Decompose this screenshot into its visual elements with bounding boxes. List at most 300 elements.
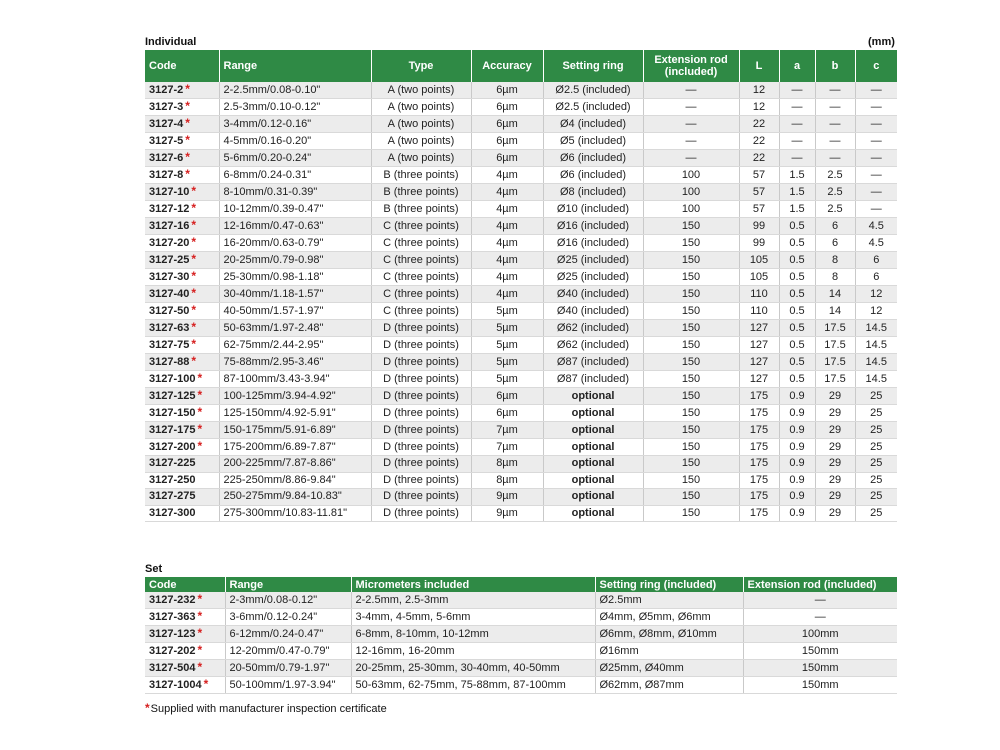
code-value: 3127-202 <box>149 645 196 657</box>
extension-rod-cell: — <box>743 592 897 609</box>
type-cell: D (three points) <box>371 320 471 337</box>
b-cell: 6 <box>815 218 855 235</box>
c-cell: — <box>855 201 897 218</box>
extension-rod-cell: 150mm <box>743 660 897 677</box>
table-row <box>145 201 897 218</box>
extension-rod-cell: 150 <box>643 489 739 506</box>
a-cell: 1.5 <box>779 167 815 184</box>
range-cell: 250-275mm/9.84-10.83" <box>219 489 371 506</box>
L-cell: 175 <box>739 505 779 522</box>
setting-ring-cell: Ø25 (included) <box>543 269 643 286</box>
code-cell <box>145 269 219 286</box>
table-row <box>145 626 897 643</box>
c-cell: 4.5 <box>855 218 897 235</box>
table-row <box>145 167 897 184</box>
b-cell: 2.5 <box>815 201 855 218</box>
a-cell: — <box>779 82 815 99</box>
code-value: 3127-75 <box>149 339 190 351</box>
L-cell: 110 <box>739 303 779 320</box>
a-cell: 0.9 <box>779 472 815 489</box>
accuracy-cell: 4µm <box>471 218 543 235</box>
table-row <box>145 218 897 235</box>
b-cell: 8 <box>815 269 855 286</box>
code-cell <box>145 592 225 609</box>
table-row <box>145 133 897 150</box>
setting-ring-cell: Ø62 (included) <box>543 337 643 354</box>
code-cell <box>145 422 219 439</box>
table-row <box>145 592 897 609</box>
b-cell: 29 <box>815 472 855 489</box>
code-value: 3127-30 <box>149 271 190 283</box>
type-cell: B (three points) <box>371 167 471 184</box>
code-value: 3127-50 <box>149 305 190 317</box>
b-cell: 17.5 <box>815 320 855 337</box>
extension-rod-cell: 150 <box>643 388 739 405</box>
code-value: 3127-300 <box>149 507 196 520</box>
extension-rod-cell: 150 <box>643 456 739 473</box>
setting-ring-cell: optional <box>543 489 643 506</box>
extension-rod-cell: 150 <box>643 320 739 337</box>
type-cell: A (two points) <box>371 116 471 133</box>
code-cell <box>145 405 219 422</box>
code-cell <box>145 354 219 371</box>
setting-ring-cell: Ø5 (included) <box>543 133 643 150</box>
accuracy-cell: 6µm <box>471 150 543 167</box>
c-cell: 14.5 <box>855 337 897 354</box>
col-header-setting-ring: Setting ring <box>543 50 643 82</box>
a-cell: 0.9 <box>779 388 815 405</box>
c-cell: 25 <box>855 405 897 422</box>
setting-ring-cell: Ø62 (included) <box>543 320 643 337</box>
accuracy-cell: 6µm <box>471 82 543 99</box>
certificate-star: * <box>185 82 190 96</box>
range-cell: 3-6mm/0.12-0.24" <box>225 609 351 626</box>
certificate-star: * <box>197 439 203 453</box>
setting-ring-cell: Ø40 (included) <box>543 286 643 303</box>
L-cell: 110 <box>739 286 779 303</box>
range-cell: 6-8mm/0.24-0.31" <box>219 167 371 184</box>
code-value: 3127-40 <box>149 288 190 300</box>
L-cell: 175 <box>739 422 779 439</box>
b-cell: 29 <box>815 456 855 473</box>
L-cell: 99 <box>739 235 779 252</box>
setting-ring-cell: Ø62mm, Ø87mm <box>595 677 743 694</box>
certificate-star: * <box>197 660 203 674</box>
table-row <box>145 354 897 371</box>
code-value: 3127-200 <box>149 441 196 453</box>
extension-rod-cell: 150 <box>643 235 739 252</box>
L-cell: 105 <box>739 269 779 286</box>
setting-ring-cell: Ø2.5mm <box>595 592 743 609</box>
type-cell: C (three points) <box>371 252 471 269</box>
accuracy-cell: 4µm <box>471 184 543 201</box>
c-cell: 25 <box>855 489 897 506</box>
set-table-body <box>145 592 897 694</box>
certificate-star: * <box>197 422 203 436</box>
b-cell: — <box>815 82 855 99</box>
extension-rod-cell: 100 <box>643 201 739 218</box>
accuracy-cell: 5µm <box>471 371 543 388</box>
accuracy-cell: 6µm <box>471 388 543 405</box>
extension-rod-cell: — <box>643 133 739 150</box>
c-cell: 25 <box>855 388 897 405</box>
code-value: 3127-100 <box>149 373 196 385</box>
b-cell: 17.5 <box>815 371 855 388</box>
extension-rod-cell: 100 <box>643 167 739 184</box>
range-cell: 150-175mm/5.91-6.89" <box>219 422 371 439</box>
code-cell <box>145 252 219 269</box>
certificate-star: * <box>185 167 190 181</box>
b-cell: 29 <box>815 439 855 456</box>
L-cell: 175 <box>739 388 779 405</box>
code-value: 3127-504 <box>149 662 196 674</box>
code-value: 3127-16 <box>149 220 190 232</box>
table-row <box>145 609 897 626</box>
a-cell: 0.9 <box>779 456 815 473</box>
code-value: 3127-3 <box>149 101 184 113</box>
range-cell: 50-63mm/1.97-2.48" <box>219 320 371 337</box>
certificate-star: * <box>197 405 203 419</box>
micrometers-cell: 3-4mm, 4-5mm, 5-6mm <box>351 609 595 626</box>
accuracy-cell: 7µm <box>471 439 543 456</box>
setting-ring-cell: Ø25 (included) <box>543 252 643 269</box>
setting-ring-cell: optional <box>543 456 643 473</box>
L-cell: 175 <box>739 456 779 473</box>
a-cell: 0.9 <box>779 439 815 456</box>
set-header-row <box>145 577 897 592</box>
code-value: 3127-150 <box>149 407 196 419</box>
code-cell <box>145 677 225 694</box>
code-value: 3127-4 <box>149 118 184 130</box>
type-cell: D (three points) <box>371 337 471 354</box>
range-cell: 20-25mm/0.79-0.98" <box>219 252 371 269</box>
L-cell: 22 <box>739 150 779 167</box>
table-row <box>145 82 897 99</box>
accuracy-cell: 6µm <box>471 133 543 150</box>
setting-ring-cell: Ø16 (included) <box>543 235 643 252</box>
range-cell: 40-50mm/1.57-1.97" <box>219 303 371 320</box>
certificate-star: * <box>185 116 190 130</box>
accuracy-cell: 4µm <box>471 252 543 269</box>
code-cell <box>145 489 219 506</box>
certificate-star: * <box>191 320 197 334</box>
c-cell: 25 <box>855 456 897 473</box>
range-cell: 6-12mm/0.24-0.47" <box>225 626 351 643</box>
a-cell: 0.9 <box>779 505 815 522</box>
extension-rod-cell: — <box>643 99 739 116</box>
type-cell: D (three points) <box>371 354 471 371</box>
certificate-star: * <box>191 235 197 249</box>
micrometers-cell: 12-16mm, 16-20mm <box>351 643 595 660</box>
code-value: 3127-123 <box>149 628 196 640</box>
b-cell: — <box>815 150 855 167</box>
code-value: 3127-10 <box>149 186 190 198</box>
a-cell: 0.5 <box>779 371 815 388</box>
range-cell: 20-50mm/0.79-1.97" <box>225 660 351 677</box>
table-row <box>145 439 897 456</box>
range-cell: 87-100mm/3.43-3.94" <box>219 371 371 388</box>
table-row <box>145 150 897 167</box>
code-cell <box>145 456 219 473</box>
certificate-star: * <box>191 354 197 368</box>
c-cell: — <box>855 82 897 99</box>
certificate-star: * <box>197 371 203 385</box>
range-cell: 25-30mm/0.98-1.18" <box>219 269 371 286</box>
certificate-star: * <box>191 184 197 198</box>
L-cell: 127 <box>739 337 779 354</box>
range-cell: 2-3mm/0.08-0.12" <box>225 592 351 609</box>
range-cell: 125-150mm/4.92-5.91" <box>219 405 371 422</box>
setting-ring-cell: Ø2.5 (included) <box>543 82 643 99</box>
accuracy-cell: 4µm <box>471 286 543 303</box>
type-cell: D (three points) <box>371 422 471 439</box>
accuracy-cell: 6µm <box>471 116 543 133</box>
c-cell: 25 <box>855 472 897 489</box>
accuracy-cell: 8µm <box>471 472 543 489</box>
certificate-star: * <box>191 269 197 283</box>
col-header-code: Code <box>145 50 219 82</box>
code-cell <box>145 472 219 489</box>
type-cell: A (two points) <box>371 150 471 167</box>
accuracy-cell: 5µm <box>471 303 543 320</box>
setting-ring-cell: Ø16 (included) <box>543 218 643 235</box>
range-cell: 2.5-3mm/0.10-0.12" <box>219 99 371 116</box>
range-cell: 225-250mm/8.86-9.84" <box>219 472 371 489</box>
setting-ring-cell: Ø2.5 (included) <box>543 99 643 116</box>
c-cell: 12 <box>855 303 897 320</box>
setting-ring-cell: Ø16mm <box>595 643 743 660</box>
extension-rod-cell: 150mm <box>743 677 897 694</box>
setting-ring-cell: Ø87 (included) <box>543 371 643 388</box>
a-cell: 0.9 <box>779 422 815 439</box>
b-cell: 29 <box>815 388 855 405</box>
certificate-star: * <box>191 303 197 317</box>
set-col-header-code: Code <box>145 577 225 592</box>
L-cell: 175 <box>739 439 779 456</box>
L-cell: 127 <box>739 371 779 388</box>
a-cell: 0.5 <box>779 286 815 303</box>
accuracy-cell: 4µm <box>471 235 543 252</box>
code-cell <box>145 235 219 252</box>
range-cell: 275-300mm/10.83-11.81" <box>219 505 371 522</box>
code-value: 3127-6 <box>149 152 184 164</box>
table-row <box>145 371 897 388</box>
code-cell <box>145 643 225 660</box>
certificate-star: * <box>191 218 197 232</box>
extension-rod-cell: 150 <box>643 218 739 235</box>
a-cell: 0.5 <box>779 252 815 269</box>
extension-rod-cell: 150 <box>643 252 739 269</box>
table-row <box>145 405 897 422</box>
accuracy-cell: 9µm <box>471 505 543 522</box>
c-cell: 6 <box>855 269 897 286</box>
code-cell <box>145 660 225 677</box>
range-cell: 100-125mm/3.94-4.92" <box>219 388 371 405</box>
c-cell: — <box>855 150 897 167</box>
code-value: 3127-175 <box>149 424 196 436</box>
extension-rod-cell: 150 <box>643 405 739 422</box>
a-cell: — <box>779 99 815 116</box>
range-cell: 30-40mm/1.18-1.57" <box>219 286 371 303</box>
range-cell: 12-20mm/0.47-0.79" <box>225 643 351 660</box>
range-cell: 3-4mm/0.12-0.16" <box>219 116 371 133</box>
b-cell: — <box>815 133 855 150</box>
extension-rod-cell: 150 <box>643 303 739 320</box>
range-cell: 175-200mm/6.89-7.87" <box>219 439 371 456</box>
type-cell: D (three points) <box>371 472 471 489</box>
extension-rod-cell: 150mm <box>743 643 897 660</box>
type-cell: D (three points) <box>371 505 471 522</box>
col-header-range: Range <box>219 50 371 82</box>
c-cell: 25 <box>855 439 897 456</box>
extension-rod-cell: 100mm <box>743 626 897 643</box>
a-cell: — <box>779 150 815 167</box>
range-cell: 50-100mm/1.97-3.94" <box>225 677 351 694</box>
code-value: 3127-12 <box>149 203 190 215</box>
L-cell: 175 <box>739 489 779 506</box>
micrometers-cell: 2-2.5mm, 2.5-3mm <box>351 592 595 609</box>
col-header-a: a <box>779 50 815 82</box>
range-cell: 16-20mm/0.63-0.79" <box>219 235 371 252</box>
code-cell <box>145 286 219 303</box>
setting-ring-cell: Ø87 (included) <box>543 354 643 371</box>
b-cell: 14 <box>815 303 855 320</box>
code-value: 3127-1004 <box>149 679 202 691</box>
code-cell <box>145 303 219 320</box>
table-row <box>145 235 897 252</box>
certificate-star: * <box>191 252 197 266</box>
code-value: 3127-275 <box>149 490 196 503</box>
col-header-accuracy: Accuracy <box>471 50 543 82</box>
c-cell: — <box>855 167 897 184</box>
code-cell <box>145 99 219 116</box>
b-cell: 29 <box>815 489 855 506</box>
accuracy-cell: 9µm <box>471 489 543 506</box>
type-cell: C (three points) <box>371 303 471 320</box>
range-cell: 4-5mm/0.16-0.20" <box>219 133 371 150</box>
b-cell: 29 <box>815 505 855 522</box>
accuracy-cell: 6µm <box>471 405 543 422</box>
type-cell: D (three points) <box>371 456 471 473</box>
extension-rod-cell: — <box>743 609 897 626</box>
L-cell: 12 <box>739 82 779 99</box>
individual-section-title: Individual <box>145 36 197 48</box>
extension-rod-cell: 150 <box>643 371 739 388</box>
footnote-text: Supplied with manufacturer inspection certificate <box>150 703 387 715</box>
code-cell <box>145 388 219 405</box>
table-row <box>145 116 897 133</box>
setting-ring-cell: Ø8 (included) <box>543 184 643 201</box>
b-cell: 6 <box>815 235 855 252</box>
table-row <box>145 184 897 201</box>
code-value: 3127-250 <box>149 473 196 486</box>
c-cell: 6 <box>855 252 897 269</box>
extension-rod-cell: 100 <box>643 184 739 201</box>
code-cell <box>145 337 219 354</box>
setting-ring-cell: Ø4 (included) <box>543 116 643 133</box>
accuracy-cell: 7µm <box>471 422 543 439</box>
setting-ring-cell: optional <box>543 422 643 439</box>
extension-rod-cell: — <box>643 150 739 167</box>
set-col-header-micrometers: Micrometers included <box>351 577 595 592</box>
accuracy-cell: 4µm <box>471 201 543 218</box>
setting-ring-cell: optional <box>543 405 643 422</box>
table-row <box>145 337 897 354</box>
accuracy-cell: 5µm <box>471 337 543 354</box>
b-cell: 14 <box>815 286 855 303</box>
setting-ring-cell: Ø40 (included) <box>543 303 643 320</box>
accuracy-cell: 4µm <box>471 167 543 184</box>
table-row <box>145 489 897 506</box>
code-cell <box>145 82 219 99</box>
micrometers-cell: 6-8mm, 8-10mm, 10-12mm <box>351 626 595 643</box>
code-value: 3127-363 <box>149 611 196 623</box>
code-cell <box>145 320 219 337</box>
certificate-star: * <box>185 150 190 164</box>
c-cell: 25 <box>855 505 897 522</box>
table-row <box>145 286 897 303</box>
code-value: 3127-63 <box>149 322 190 334</box>
col-header-type: Type <box>371 50 471 82</box>
unit-label: (mm) <box>868 36 895 48</box>
col-header-extension-rod: Extension rod (included) <box>643 50 739 82</box>
type-cell: D (three points) <box>371 371 471 388</box>
certificate-star: * <box>197 388 203 402</box>
code-cell <box>145 609 225 626</box>
b-cell: 17.5 <box>815 337 855 354</box>
certificate-star: * <box>185 133 190 147</box>
code-cell <box>145 505 219 522</box>
footnote <box>145 701 387 715</box>
code-value: 3127-20 <box>149 237 190 249</box>
type-cell: C (three points) <box>371 218 471 235</box>
L-cell: 127 <box>739 320 779 337</box>
col-header-b: b <box>815 50 855 82</box>
c-cell: 12 <box>855 286 897 303</box>
code-value: 3127-25 <box>149 254 190 266</box>
type-cell: D (three points) <box>371 439 471 456</box>
a-cell: — <box>779 116 815 133</box>
code-cell <box>145 439 219 456</box>
code-cell <box>145 116 219 133</box>
set-col-header-range: Range <box>225 577 351 592</box>
table-row <box>145 456 897 473</box>
code-cell <box>145 371 219 388</box>
certificate-star: * <box>197 609 203 623</box>
a-cell: 0.9 <box>779 489 815 506</box>
extension-rod-cell: 150 <box>643 439 739 456</box>
setting-ring-cell: Ø10 (included) <box>543 201 643 218</box>
code-value: 3127-2 <box>149 84 184 96</box>
setting-ring-cell: optional <box>543 439 643 456</box>
table-row <box>145 320 897 337</box>
accuracy-cell: 8µm <box>471 456 543 473</box>
setting-ring-cell: optional <box>543 505 643 522</box>
extension-rod-cell: 150 <box>643 422 739 439</box>
c-cell: 25 <box>855 422 897 439</box>
a-cell: 0.5 <box>779 269 815 286</box>
setting-ring-cell: Ø25mm, Ø40mm <box>595 660 743 677</box>
b-cell: 29 <box>815 405 855 422</box>
extension-rod-cell: 150 <box>643 354 739 371</box>
type-cell: C (three points) <box>371 286 471 303</box>
a-cell: 0.5 <box>779 354 815 371</box>
code-value: 3127-5 <box>149 135 184 147</box>
L-cell: 175 <box>739 472 779 489</box>
col-header-L: L <box>739 50 779 82</box>
certificate-star: * <box>197 643 203 657</box>
c-cell: 4.5 <box>855 235 897 252</box>
